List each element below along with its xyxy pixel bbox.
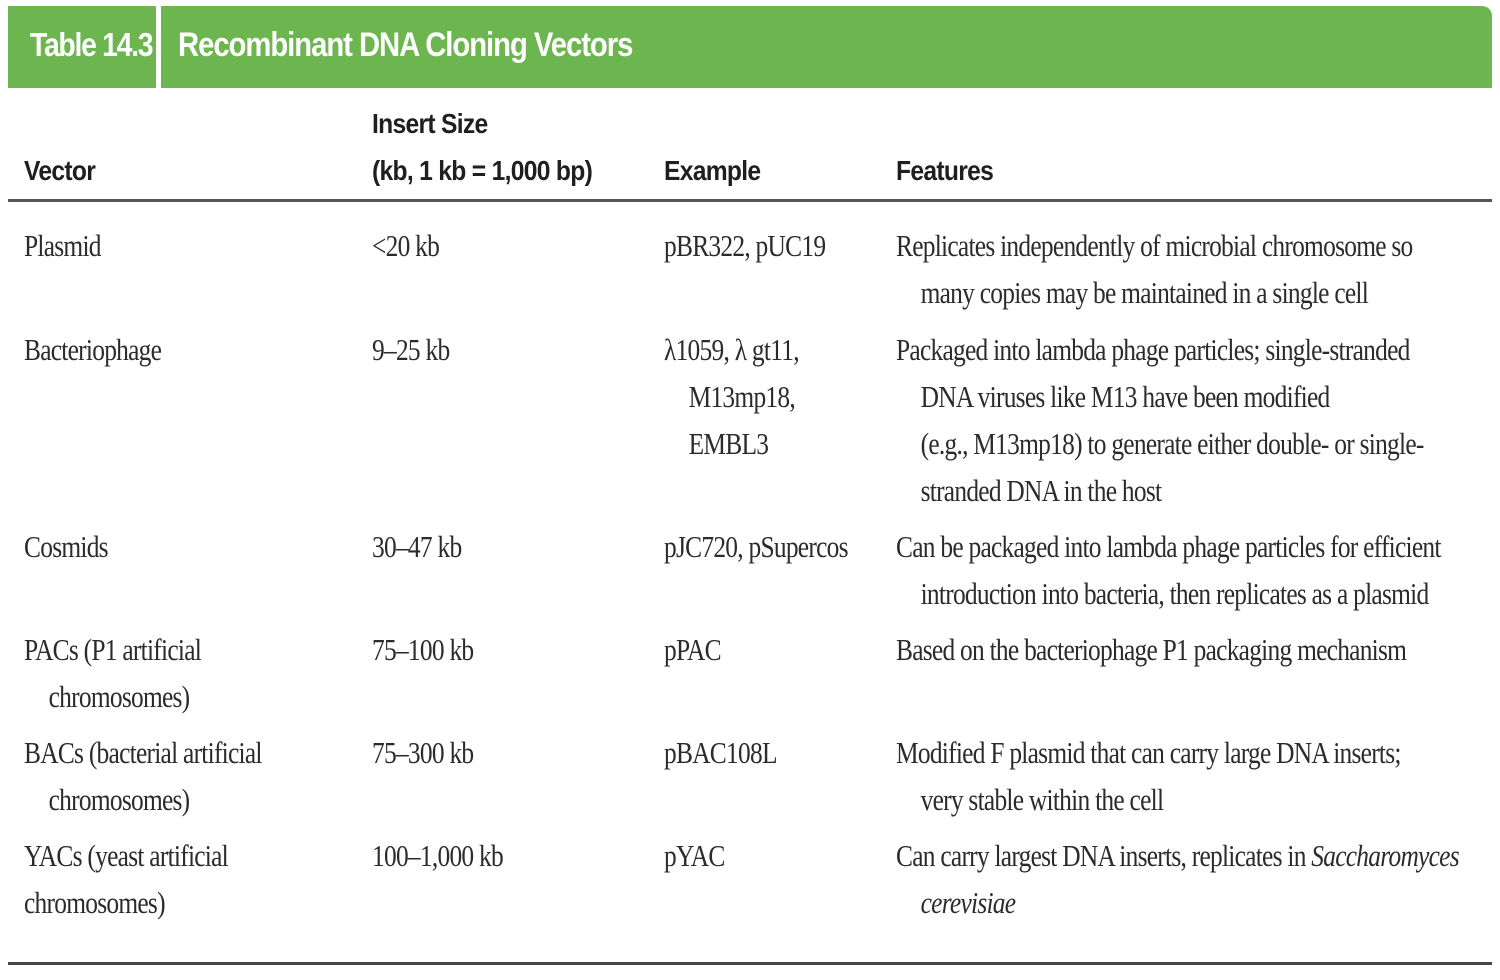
example-cell [664, 523, 848, 570]
table-number-label: Table 14.3 [30, 26, 153, 63]
example-text: pJC720, pSupercos [664, 529, 848, 564]
insert-size-cell: 9–25 kb [372, 332, 450, 367]
example-text: pYAC [664, 838, 725, 873]
features-text: Can be packaged into lambda phage particles for efficient [896, 529, 1441, 564]
vector-name: BACs (bacterial artificial [24, 735, 262, 770]
features-text [896, 879, 1459, 926]
features-text-plain: Can carry largest DNA inserts, replicates in [896, 838, 1312, 873]
vector-cell [24, 326, 161, 373]
features-cell [896, 626, 1406, 673]
column-header-vector: Vector [24, 155, 96, 186]
example-text: pPAC [664, 632, 721, 667]
insert-size-cell: <20 kb [372, 228, 440, 263]
features-text: many copies may be maintained in a single cell [920, 275, 1369, 310]
example-cell [664, 222, 825, 269]
features-text [896, 832, 1459, 879]
features-cell [896, 222, 1413, 316]
features-text: stranded DNA in the host [920, 473, 1162, 508]
features-text: Replicates independently of microbial chromosome so [896, 228, 1413, 263]
features-text: Based on the bacteriophage P1 packaging mechanism [896, 632, 1407, 667]
vector-name: Plasmid [24, 228, 101, 263]
vector-name: chromosomes) [24, 885, 165, 920]
example-cell [664, 326, 799, 467]
column-header-example: Example [664, 155, 761, 186]
vector-cell [24, 222, 101, 269]
vector-name: Bacteriophage [24, 332, 162, 367]
vector-name: YACs (yeast artificial [24, 838, 229, 873]
species-name: Saccharomyces [1311, 838, 1459, 873]
features-text: (e.g., M13mp18) to generate either double- or single- [920, 426, 1424, 461]
insert-size-cell: 75–100 kb [372, 632, 474, 667]
features-text: introduction into bacteria, then replicates as a plasmid [920, 576, 1429, 611]
species-name: cerevisiae [920, 885, 1016, 920]
table-banner [8, 6, 1492, 88]
example-text: M13mp18, [688, 379, 795, 414]
column-header-features: Features [896, 155, 994, 186]
vector-name: Cosmids [24, 529, 108, 564]
example-cell [664, 729, 777, 776]
column-header-insert-size-line1: Insert Size [372, 108, 488, 139]
insert-size-cell: 30–47 kb [372, 529, 462, 564]
features-text: Modified F plasmid that can carry large DNA inserts; [896, 735, 1401, 770]
header-rule [8, 199, 1492, 202]
features-text: DNA viruses like M13 have been modified [920, 379, 1330, 414]
insert-size-cell: 75–300 kb [372, 735, 474, 770]
example-text: pBAC108L [664, 735, 777, 770]
insert-size-cell: 100–1,000 kb [372, 838, 503, 873]
vector-cell [24, 729, 262, 823]
vector-cell [24, 523, 108, 570]
features-text: Packaged into lambda phage particles; single-stranded [896, 332, 1410, 367]
example-text: λ1059, λ gt11, [664, 332, 799, 367]
example-cell [664, 832, 725, 879]
features-text: very stable within the cell [920, 782, 1164, 817]
vector-name: chromosomes) [48, 782, 190, 817]
column-header-insert-size [372, 100, 592, 194]
features-cell [896, 326, 1424, 514]
column-header-insert-size-line2: (kb, 1 kb = 1,000 bp) [372, 155, 593, 186]
features-cell [896, 523, 1441, 617]
features-cell [896, 832, 1459, 926]
example-cell [664, 626, 721, 673]
example-text: EMBL3 [688, 426, 769, 461]
vector-name: chromosomes) [48, 679, 190, 714]
vector-cell [24, 832, 228, 926]
vector-name: PACs (P1 artificial [24, 632, 202, 667]
example-text: pBR322, pUC19 [664, 228, 826, 263]
table-title: Recombinant DNA Cloning Vectors [178, 26, 633, 64]
features-cell [896, 729, 1401, 823]
vector-cell [24, 626, 201, 720]
banner-divider [156, 6, 161, 88]
table-bottom-rule [8, 962, 1492, 965]
